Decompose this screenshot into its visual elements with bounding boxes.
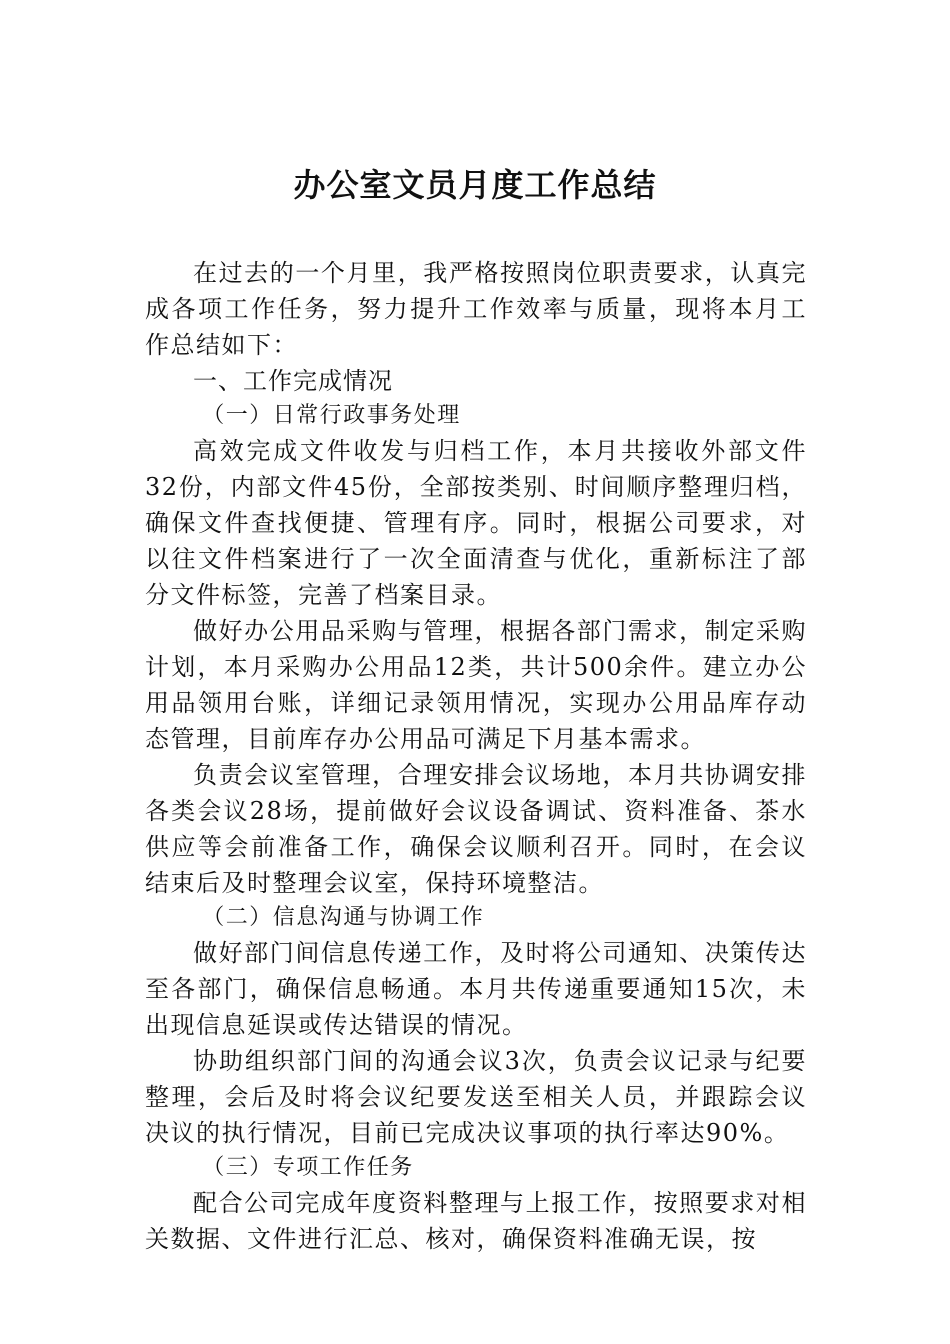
paragraph-meeting-coordination: 协助组织部门间的沟通会议3次，负责会议记录与纪要整理，会后及时将会议纪要发送至相关人员，并跟踪会议决议的执行情况，目前已完成决议事项的执行率达90%。 <box>145 1047 807 1147</box>
paragraph-file-management: 高效完成文件收发与归档工作，本月共接收外部文件32份，内部文件45份，全部按类别、时间顺序整理归档，确保文件查找便捷、管理有序。同时，根据公司要求，对以往文件档案进行了一次全面清查与优化，重新标注了部分文件标签，完善了档案目录。 <box>145 437 807 609</box>
subsection-heading-admin-affairs: （一）日常行政事务处理 <box>202 403 461 428</box>
section-heading-work-completion: 一、工作完成情况 <box>193 367 393 395</box>
document-title: 办公室文员月度工作总结 <box>293 166 657 204</box>
paragraph-info-transfer: 做好部门间信息传递工作，及时将公司通知、决策传达至各部门，确保信息畅通。本月共传递重要通知15次，未出现信息延误或传达错误的情况。 <box>145 939 807 1039</box>
paragraph-office-supplies: 做好办公用品采购与管理，根据各部门需求，制定采购计划，本月采购办公用品12类，共计500余件。建立办公用品领用台账，详细记录领用情况，实现办公用品库存动态管理，目前库存办公用品可满足下月基本需求。 <box>145 617 807 753</box>
subsection-heading-special-tasks: （三）专项工作任务 <box>202 1155 414 1180</box>
intro-paragraph: 在过去的一个月里，我严格按照岗位职责要求，认真完成各项工作任务，努力提升工作效率与质量，现将本月工作总结如下： <box>145 259 807 359</box>
document-body <box>145 255 807 1257</box>
subsection-heading-communication: （二）信息沟通与协调工作 <box>202 905 485 930</box>
paragraph-meeting-room: 负责会议室管理，合理安排会议场地，本月共协调安排各类会议28场，提前做好会议设备调试、资料准备、茶水供应等会前准备工作，确保会议顺利召开。同时，在会议结束后及时整理会议室，保持环境整洁。 <box>145 761 807 897</box>
paragraph-annual-report: 配合公司完成年度资料整理与上报工作，按照要求对相关数据、文件进行汇总、核对，确保资料准确无误，按 <box>145 1189 807 1253</box>
